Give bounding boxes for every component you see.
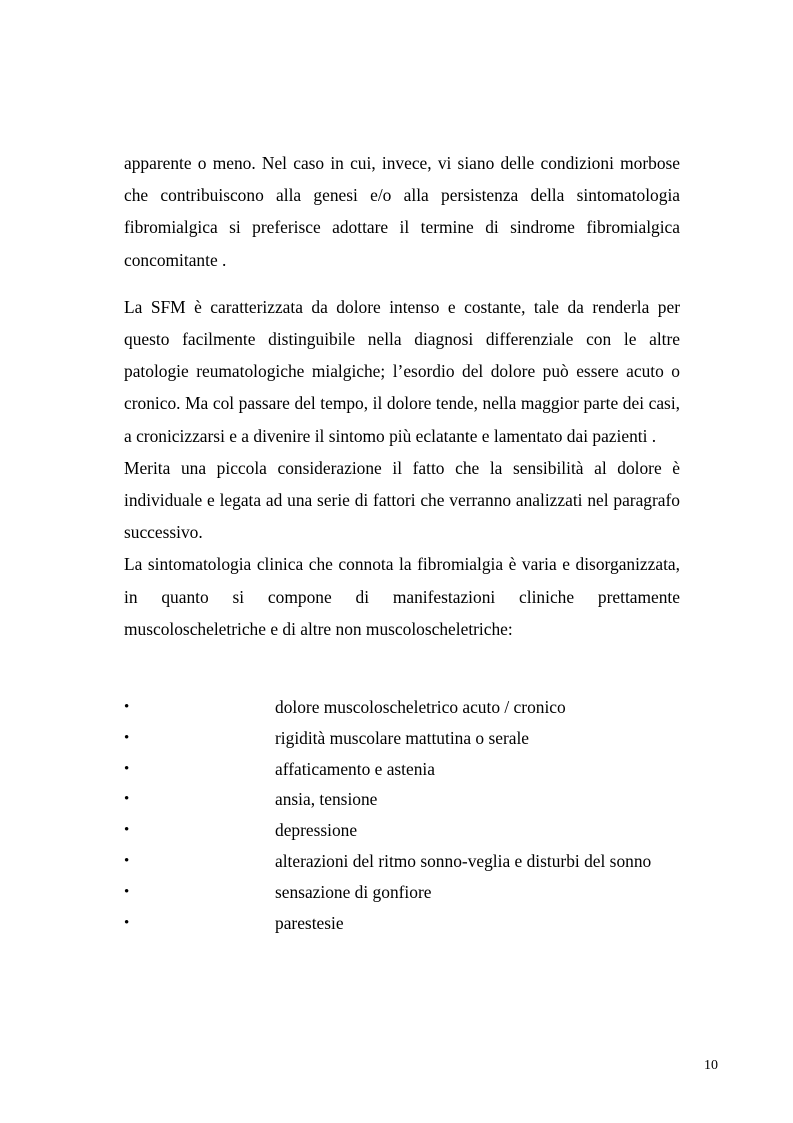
bullet-icon: •	[124, 729, 130, 746]
bullet-icon: •	[124, 699, 130, 715]
list-item-text: ansia, tensione	[275, 789, 378, 810]
bullet-icon: •	[124, 822, 130, 839]
list-item	[124, 815, 694, 846]
list-item	[124, 784, 694, 815]
bullet-icon: •	[124, 760, 130, 777]
body-text	[124, 147, 680, 645]
list-item-text: parestesie	[275, 912, 344, 933]
list-item	[124, 723, 694, 754]
list-item	[124, 846, 694, 877]
symptom-list	[124, 692, 694, 938]
list-item-text: alterazioni del ritmo sonno-veglia e disturbi del sonno	[275, 850, 652, 871]
bullet-icon: •	[124, 791, 130, 808]
paragraph-spacer	[124, 276, 680, 291]
paragraph-1: apparente o meno. Nel caso in cui, invece, vi siano delle condizioni morbose che contribuiscono alla genesi e/o alla persistenza della sintomatologia fibromialgica si preferisce adottare il termine di sindrome fibromialgica concomitante .	[124, 153, 680, 270]
list-item	[124, 692, 694, 723]
bullet-icon: •	[124, 852, 130, 869]
paragraph-2: La SFM è caratterizzata da dolore intenso e costante, tale da renderla per questo facilmente distinguibile nella diagnosi differenziale con le altre patologie reumatologiche mialgiche; l’esordio del dolore può essere acuto o cronico. Ma col passare del tempo, il dolore tende, nella maggior parte dei casi, a cronicizzarsi e a divenire il sintomo più eclatante e lamentato dai pazienti .	[124, 296, 680, 446]
list-item-text: sensazione di gonfiore	[275, 881, 432, 902]
list-item-text: depressione	[275, 820, 358, 841]
paragraph-3: Merita una piccola considerazione il fatto che la sensibilità al dolore è individuale e legata ad una serie di fattori che verranno analizzati nel paragrafo successivo.	[124, 457, 680, 543]
bullet-icon: •	[124, 883, 130, 900]
page-number: 10	[704, 1058, 718, 1073]
list-item	[124, 754, 694, 785]
list-item	[124, 908, 694, 939]
list-item-text: dolore muscoloscheletrico acuto / cronico	[275, 697, 566, 717]
list-item	[124, 877, 694, 908]
list-item-text: rigidità muscolare mattutina o serale	[275, 727, 530, 748]
list-item-text: affaticamento e astenia	[275, 758, 435, 779]
bullet-icon: •	[124, 914, 130, 931]
paragraph-4: La sintomatologia clinica che connota la fibromialgia è varia e disorganizzata, in quanto si compone di manifestazioni cliniche prettamente muscoloscheletriche e di altre non muscoloscheletriche:	[124, 554, 680, 639]
